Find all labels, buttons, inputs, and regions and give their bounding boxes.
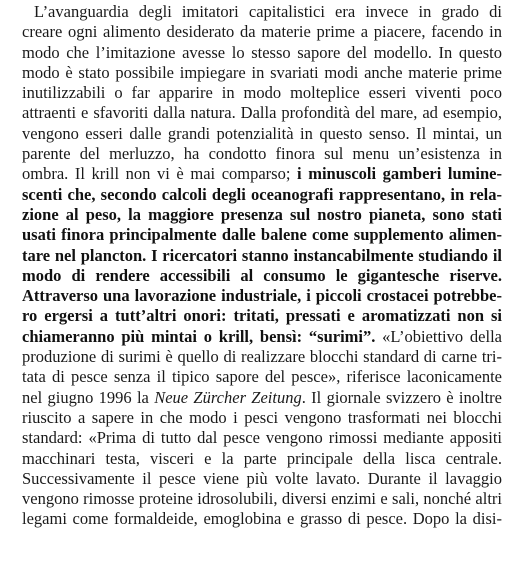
- body-text-run: . Il giornale svizzero è inoltre: [301, 387, 502, 407]
- text-line: [22, 103, 502, 123]
- text-line: [22, 347, 502, 367]
- bold-text: Attraverso una lavorazione industriale, i piccoli crostacei potrebbe-: [22, 286, 502, 306]
- body-text-run: creare ogni alimento desiderato da materie prime a piacere, facendo in: [22, 22, 502, 42]
- text-line: [22, 327, 502, 347]
- bold-text: ro ergersi a tutt’altri onori: tritati, pressati e aromatizzati non si: [22, 306, 502, 326]
- bold-text: i minuscoli gamberi lumine-: [297, 164, 502, 184]
- text-line: [22, 164, 502, 184]
- text-line: [22, 22, 502, 42]
- text-line: [22, 266, 502, 286]
- text-line: [22, 83, 502, 103]
- text-line: [22, 449, 502, 469]
- body-text-run: nel giugno 1996 la: [22, 387, 155, 407]
- body-text-run: modo è stato possibile impiegare in svariati modi anche materie prime: [22, 62, 502, 82]
- body-text-run: «L’obiettivo della: [375, 326, 502, 346]
- text-line: [22, 246, 502, 266]
- body-text-run: macchinari testa, visceri e la parte principale della lisca centrale.: [22, 448, 502, 468]
- text-line: [22, 286, 502, 306]
- body-text-run: riuscito a sapere in che modo i pesci vengono trasformati nei blocchi: [22, 407, 502, 427]
- text-line: [22, 124, 502, 144]
- body-text-run: Successivamente il pesce viene più volte lavato. Durante il lavaggio: [22, 468, 502, 488]
- italic-text: Neue Zürcher Zeitung: [154, 387, 302, 407]
- text-line: [22, 408, 502, 428]
- text-line: [22, 469, 502, 489]
- body-text-run: legami come formaldeide, emoglobina e grasso di pesce. Dopo la disi-: [22, 509, 502, 529]
- body-text-run: ombra. Il krill non vi è mai comparso;: [22, 164, 298, 184]
- text-line: [22, 205, 502, 225]
- body-text-run: tata di pesce senza il tipico sapore del pesce», riferisce laconicamente: [22, 367, 502, 387]
- text-line: [22, 306, 502, 326]
- body-text-run: L’avanguardia degli imitatori capitalistici era invece in grado di: [34, 2, 502, 21]
- text-line: [22, 489, 502, 509]
- body-text-run: parente del merluzzo, ha condotto finora sul menu un’esistenza in: [22, 144, 502, 164]
- body-text-run: standard: «Prima di tutto dal pesce vengono rimossi mediante appositi: [22, 428, 502, 448]
- text-line: [22, 509, 502, 529]
- bold-text: usati finora principalmente dalle balene come supplemento alimen-: [22, 225, 502, 245]
- body-text-run: produzione di surimi è quello di realizzare blocchi standard di carne tri-: [22, 347, 502, 367]
- bold-text: tare nel plancton. I ricercatori stanno instancabilmente studiando il: [22, 245, 502, 265]
- body-text-run: vengono esseri dalle grandi potenzialità in questo senso. Il mintai, un: [22, 123, 502, 143]
- body-text-run: inutilizzabili o far apparire in modo molteplice esseri viventi poco: [22, 83, 502, 103]
- text-line: [22, 2, 502, 22]
- bold-text: chiameranno più mintai o krill, bensì: “surimi”.: [22, 326, 376, 346]
- bold-text: modo di rendere accessibili al consumo le gigantesche riserve.: [22, 265, 502, 285]
- text-line: [22, 43, 502, 63]
- text-line: [22, 185, 502, 205]
- body-text-run: modo che l’imitazione avesse lo stesso sapore del modello. In questo: [22, 42, 502, 62]
- text-line: [22, 225, 502, 245]
- text-line: [22, 367, 502, 387]
- body-text-run: vengono rimosse proteine idrosolubili, diversi enzimi e sali, nonché altri: [22, 489, 502, 509]
- bold-text: zione al peso, la maggiore presenza sul nostro pianeta, sono stati: [22, 204, 502, 224]
- text-line: [22, 144, 502, 164]
- text-line: [22, 428, 502, 448]
- body-text: [22, 2, 502, 530]
- text-line: [22, 388, 502, 408]
- body-text-run: attraenti e sfavoriti dalla natura. Dalla profondità del mare, ad esempio,: [22, 103, 502, 123]
- bold-text: scenti che, secondo calcoli degli oceanografi rappresentano, in rela-: [22, 184, 502, 204]
- text-line: [22, 63, 502, 83]
